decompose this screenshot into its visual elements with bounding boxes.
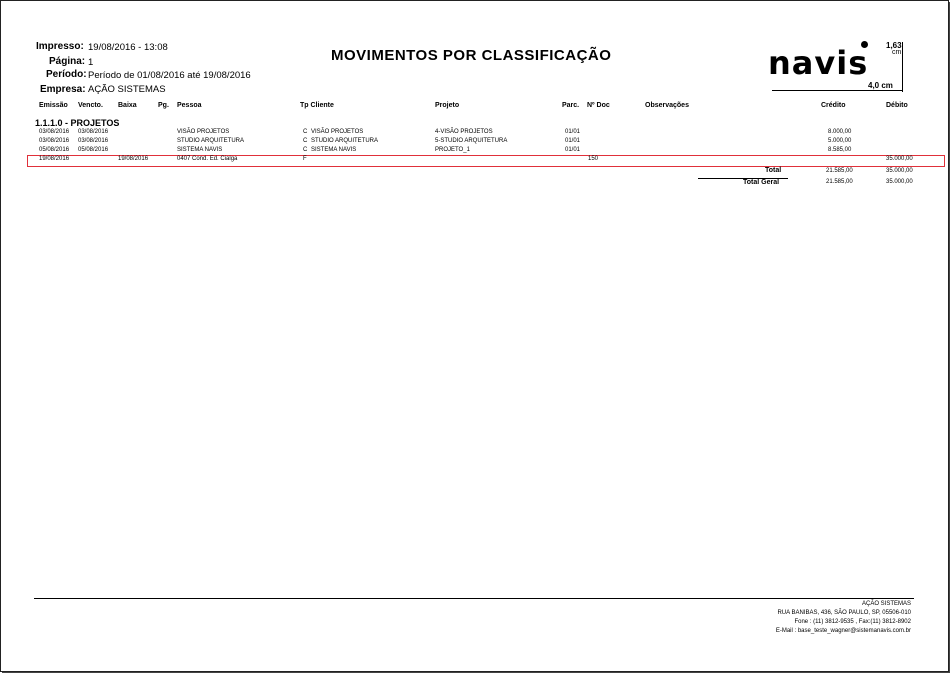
cell-n-doc: 150: [588, 156, 599, 162]
logo-height-unit: cm: [892, 49, 902, 56]
table-row: [0, 138, 950, 147]
col-observacoes: Observações: [645, 102, 689, 109]
printed-label: Impresso:: [36, 41, 84, 52]
table-row-highlighted: [0, 156, 950, 165]
total-credito: 21.585,00: [826, 168, 853, 174]
page-title: MOVIMENTOS POR CLASSIFICAÇÃO: [331, 47, 612, 64]
cell-emissao: 19/08/2016: [39, 156, 70, 162]
col-pessoa: Pessoa: [177, 102, 202, 109]
printed-value: 19/08/2016 - 13:08: [88, 42, 168, 53]
col-vencto: Vencto.: [78, 102, 103, 109]
table-row: [0, 129, 950, 138]
col-debito: Débito: [886, 102, 908, 109]
cell-vencto: 03/08/2016: [78, 129, 109, 135]
cell-parc: 01/01: [565, 129, 581, 135]
cell-emissao: 03/08/2016: [39, 129, 70, 135]
logo-height-line: [902, 42, 903, 92]
footer-block: [776, 600, 911, 636]
cell-tp: F: [303, 156, 307, 162]
page-label: Página:: [49, 56, 86, 67]
cell-tp: C: [303, 147, 308, 153]
footer-address: RUA BANIBAS, 436, SÃO PAULO, SP, 05506-010: [777, 610, 911, 616]
cell-credito: 8.000,00: [828, 129, 852, 135]
cell-projeto: PROJETO_1: [435, 147, 470, 153]
cell-projeto: 5-STUDIO ARQUITETURA: [435, 138, 508, 144]
navis-logo: [768, 40, 908, 96]
col-projeto: Projeto: [435, 102, 460, 109]
total-debito: 35.000,00: [886, 168, 913, 174]
cell-pessoa: SISTEMA NAVIS: [177, 147, 223, 153]
cell-debito: 35.000,00: [886, 156, 913, 162]
period-value: Período de 01/08/2016 até 19/08/2016: [88, 70, 251, 81]
cell-emissao: 05/08/2016: [39, 147, 70, 153]
total-geral-debito: 35.000,00: [886, 179, 913, 185]
cell-credito: 5.000,00: [828, 138, 852, 144]
logo-width-dim: 4,0 cm: [868, 81, 893, 90]
col-n-doc: Nº Doc: [587, 102, 610, 109]
period-label: Período:: [46, 69, 87, 80]
cell-projeto: 4-VISÃO PROJETOS: [435, 129, 493, 135]
col-tp-cliente: Tp Cliente: [300, 102, 334, 109]
logo-text: navis: [768, 44, 869, 82]
footer-email: E-Mail : base_teste_wagner@sistemanavis.com.br: [775, 628, 911, 634]
cell-cliente: VISÃO PROJETOS: [311, 129, 364, 135]
col-parc: Parc.: [562, 102, 580, 109]
cell-pessoa: VISÃO PROJETOS: [177, 129, 230, 135]
logo-height-dim: 1,63: [886, 41, 902, 50]
footer-company: AÇÃO SISTEMAS: [861, 601, 911, 607]
group-title: 1.1.1.0 - PROJETOS: [35, 118, 120, 128]
cell-cliente: STUDIO ARQUITETURA: [311, 138, 379, 144]
logo-width-line: [772, 90, 902, 91]
cell-parc: 01/01: [565, 138, 581, 144]
cell-vencto: 03/08/2016: [78, 138, 109, 144]
company-value: AÇÃO SISTEMAS: [88, 84, 166, 95]
col-baixa: Baixa: [118, 102, 137, 109]
total-geral-label: Total Geral: [743, 179, 780, 186]
total-label: Total: [765, 167, 782, 174]
footer-phone: Fone : (11) 3812-9535 , Fax:(11) 3812-8902: [794, 619, 911, 625]
footer-divider: [34, 598, 914, 599]
page-value: 1: [88, 57, 94, 68]
cell-credito: 8.585,00: [828, 147, 852, 153]
cell-pessoa: 0407 Cond. Ed. Cialga: [177, 156, 238, 162]
cell-tp: C: [303, 138, 308, 144]
cell-pessoa: STUDIO ARQUITETURA: [177, 138, 245, 144]
cell-emissao: 03/08/2016: [39, 138, 70, 144]
cell-vencto: 05/08/2016: [78, 147, 109, 153]
cell-parc: 01/01: [565, 147, 581, 153]
company-label: Empresa:: [40, 84, 86, 95]
col-credito: Crédito: [821, 102, 846, 109]
cell-tp: C: [303, 129, 308, 135]
cell-cliente: SISTEMA NAVIS: [311, 147, 357, 153]
cell-baixa: 19/08/2016: [118, 156, 149, 162]
total-geral-credito: 21.585,00: [826, 179, 853, 185]
col-pg: Pg.: [158, 102, 169, 109]
col-emissao: Emissão: [39, 102, 68, 109]
